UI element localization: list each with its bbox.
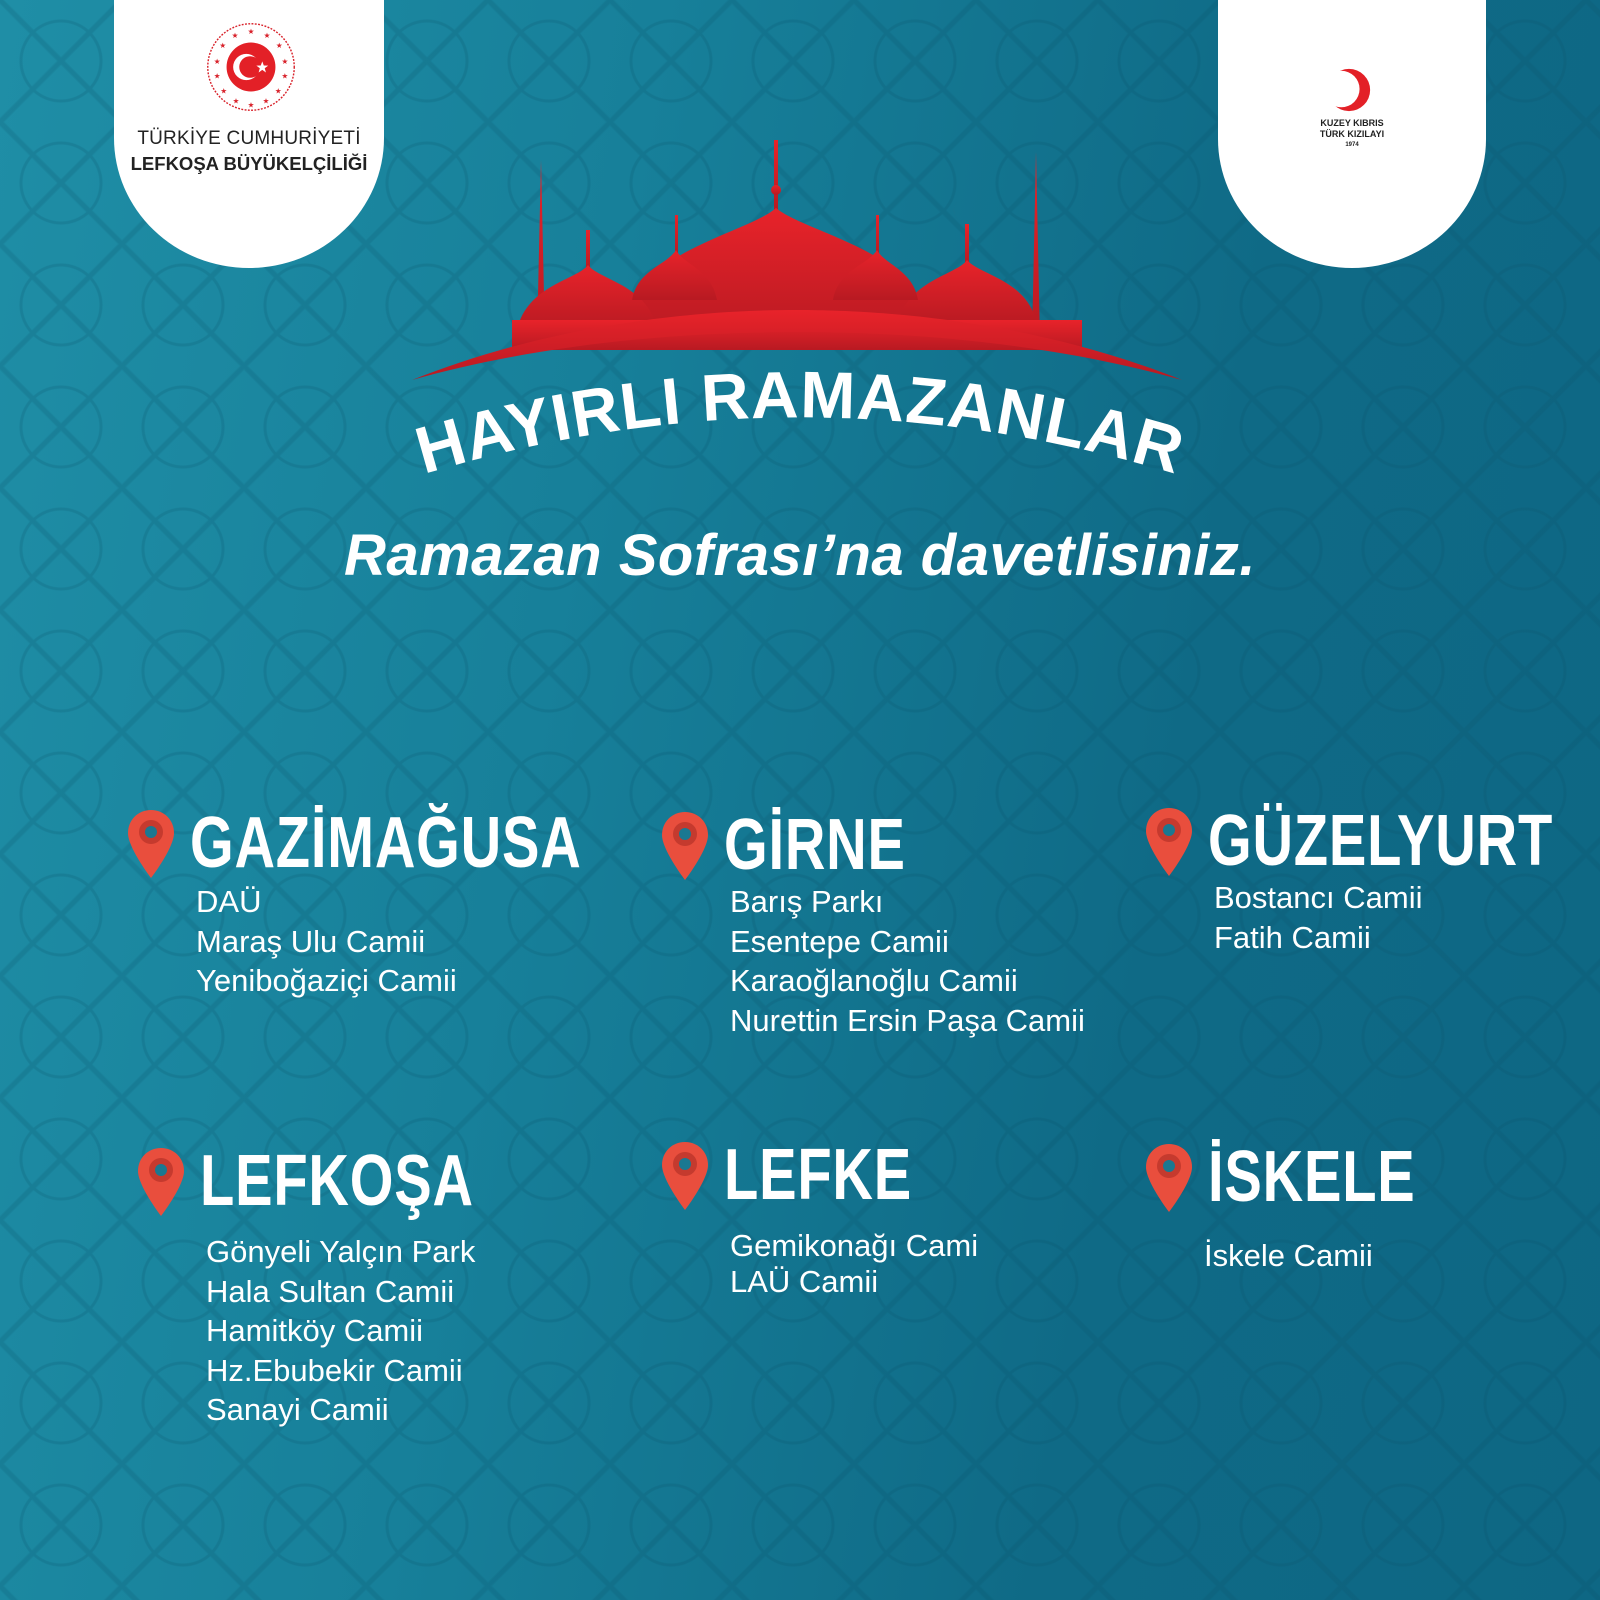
location-list (206, 1232, 475, 1430)
location-item: Hz.Ebubekir Camii (206, 1352, 463, 1388)
svg-text:★: ★ (231, 30, 239, 40)
location-item: Fatih Camii (1214, 919, 1371, 955)
svg-text:HAYIRLI RAMAZANLAR (407, 357, 1192, 487)
location-list (730, 882, 1085, 1040)
city-name: LEFKOŞA (200, 1141, 474, 1221)
svg-text:★: ★ (274, 86, 282, 96)
title-arc (300, 350, 1300, 510)
location-item: Maraş Ulu Camii (196, 923, 426, 959)
location-item: Karaoğlanoğlu Camii (730, 963, 1018, 998)
map-pin-icon (662, 1142, 708, 1210)
svg-text:★: ★ (232, 96, 240, 106)
location-item: Esentepe Camii (730, 923, 949, 959)
svg-text:★: ★ (247, 27, 255, 37)
map-pin-icon (1146, 1144, 1192, 1212)
embassy-logo (114, 0, 384, 268)
city-name: LEFKE (724, 1135, 912, 1215)
location-list (1214, 878, 1422, 957)
embassy-name-line2: LEFKOŞA BÜYÜKELÇİLİĞİ (130, 153, 368, 174)
red-crescent-icon (1325, 66, 1373, 114)
page-subtitle: Ramazan Sofrası’na davetlisiniz. (343, 523, 1257, 588)
red-crescent-logo (1218, 0, 1486, 268)
location-item: Nurettin Ersin Paşa Camii (730, 1002, 1085, 1038)
location-list (196, 882, 457, 1001)
location-item: Bostancı Camii (1214, 880, 1423, 915)
location-item: Sanayi Camii (206, 1392, 389, 1427)
map-pin-icon (138, 1148, 184, 1216)
svg-text:★: ★ (213, 71, 221, 81)
map-pin-icon (662, 812, 708, 880)
red-crescent-year: 1974 (1345, 142, 1359, 148)
city-name: İSKELE (1208, 1137, 1416, 1217)
city-name: GİRNE (724, 805, 906, 885)
location-item: Yeniboğaziçi Camii (196, 963, 457, 998)
svg-text:★: ★ (281, 57, 289, 67)
embassy-name-line1: TÜRKİYE CUMHURİYETİ (137, 128, 361, 149)
svg-text:★: ★ (263, 30, 271, 40)
location-item: Hala Sultan Camii (206, 1273, 455, 1309)
map-pin-icon (1146, 808, 1192, 876)
svg-text:★: ★ (275, 41, 283, 51)
city-name: GAZİMAĞUSA (190, 803, 582, 883)
city-name: GÜZELYURT (1208, 801, 1554, 881)
location-item: İskele Camii (1204, 1238, 1373, 1273)
svg-text:★: ★ (262, 96, 270, 106)
page-title: HAYIRLI RAMAZANLAR (407, 357, 1193, 488)
location-item: DAÜ (196, 884, 262, 919)
turkish-emblem-icon (204, 20, 298, 114)
location-item: Barış Parkı (730, 884, 884, 919)
red-crescent-name-line1: KUZEY KIBRIS (1320, 118, 1384, 128)
red-crescent-name-line2: TÜRK KIZILAYI (1319, 129, 1385, 139)
location-item: Gemikonağı Cami (730, 1228, 979, 1263)
svg-text:★: ★ (247, 100, 255, 110)
map-pin-icon (128, 810, 174, 878)
svg-text:★: ★ (281, 71, 289, 81)
location-list (1204, 1236, 1373, 1276)
svg-text:★: ★ (213, 57, 221, 67)
location-item: LAÜ Camii (730, 1264, 879, 1299)
svg-text:★: ★ (220, 86, 228, 96)
location-item: Hamitköy Camii (206, 1313, 424, 1348)
location-item: Gönyeli Yalçın Park (206, 1234, 476, 1269)
location-list (730, 1228, 978, 1300)
svg-text:★: ★ (219, 41, 227, 51)
